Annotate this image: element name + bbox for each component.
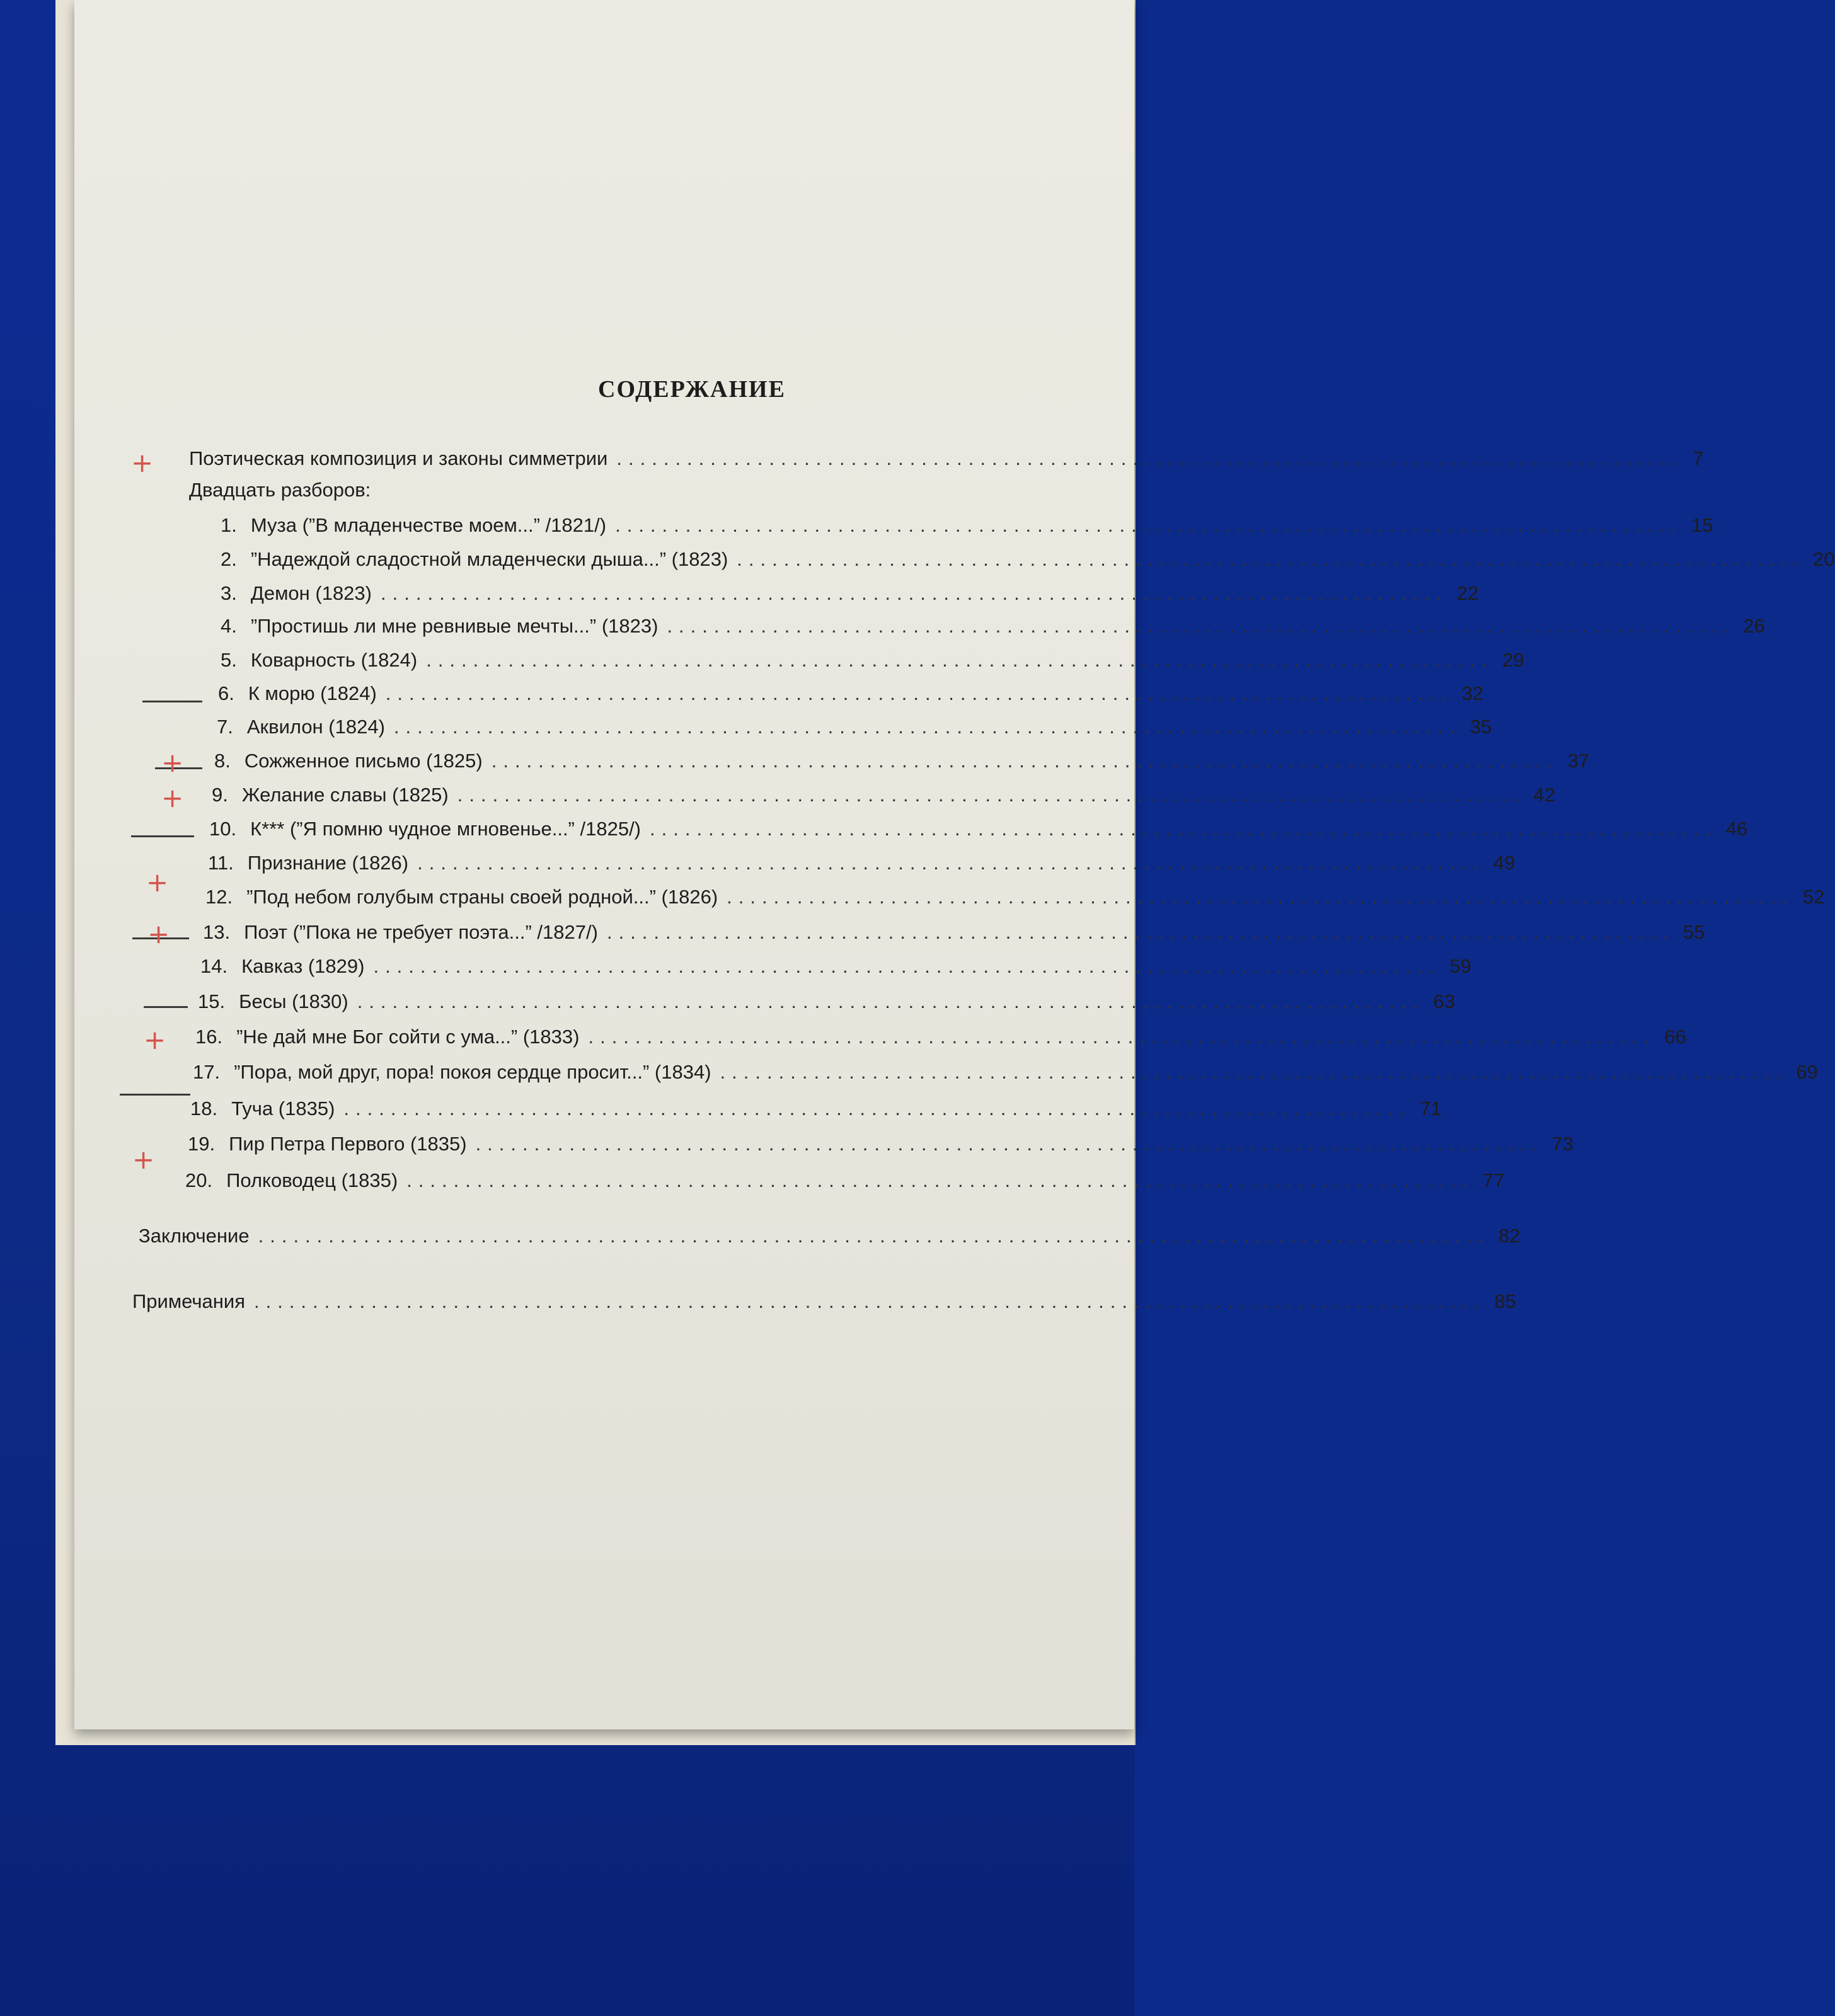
toc-entry bbox=[189, 447, 1704, 470]
toc-entry bbox=[190, 1097, 1442, 1120]
entry-page: 69 bbox=[1796, 1061, 1818, 1083]
entry-title: Поэт (”Пока не требует поэта...” /1827/) bbox=[244, 921, 598, 943]
pencil-cross-mark: + bbox=[131, 447, 154, 478]
entry-number: 17. bbox=[193, 1061, 221, 1083]
toc-entry bbox=[195, 1026, 1686, 1048]
leader-dots: ........................................................................................... bbox=[417, 852, 1485, 874]
entry-title: Демон (1823) bbox=[250, 582, 372, 604]
entry-title: Заключение bbox=[139, 1225, 250, 1247]
leader-dots: ......................................................................................................... bbox=[258, 1225, 1490, 1247]
leader-dots: ........................................................................................... bbox=[720, 1061, 1788, 1083]
toc-entry bbox=[193, 1061, 1818, 1084]
entry-title: Пир Петра Первого (1835) bbox=[229, 1133, 467, 1155]
entry-number: 4. bbox=[221, 615, 237, 637]
toc-entry bbox=[212, 784, 1555, 806]
pencil-cross-mark: + bbox=[132, 1144, 155, 1175]
entry-number: 8. bbox=[214, 750, 231, 772]
entry-number: 16. bbox=[195, 1026, 223, 1048]
entry-page: 71 bbox=[1420, 1097, 1442, 1120]
leader-dots: ........................................................................................... bbox=[491, 750, 1559, 772]
leader-dots: ........................................................................................... bbox=[381, 582, 1448, 604]
entry-page: 15 bbox=[1691, 514, 1713, 536]
entry-number: 5. bbox=[221, 649, 237, 671]
entry-page: 22 bbox=[1456, 582, 1479, 604]
entry-page: 52 bbox=[1802, 886, 1825, 908]
entry-title: Кавказ (1829) bbox=[241, 955, 365, 977]
entry-title: Признание (1826) bbox=[247, 852, 409, 874]
entry-title: Сожженное письмо (1825) bbox=[244, 750, 483, 772]
toc-entry bbox=[188, 1133, 1573, 1155]
leader-dots: ........................................................................................... bbox=[737, 548, 1805, 570]
entry-number: 6. bbox=[218, 682, 234, 704]
entry-title: ”Простишь ли мне ревнивые мечты...” (1823) bbox=[250, 615, 659, 637]
entry-title: Поэтическая композиция и законы симметрии bbox=[189, 447, 608, 469]
pencil-dash-mark bbox=[144, 1006, 188, 1008]
entry-number: 14. bbox=[200, 955, 228, 977]
pencil-dash-mark bbox=[120, 1094, 190, 1096]
entry-title: Примечания bbox=[132, 1290, 245, 1312]
entry-number: 3. bbox=[221, 582, 237, 604]
entry-number: 1. bbox=[221, 514, 237, 536]
entry-number: 20. bbox=[185, 1169, 213, 1191]
leader-dots: ........................................................................................... bbox=[406, 1169, 1474, 1191]
pencil-dash-mark bbox=[142, 701, 202, 702]
entry-number: 13. bbox=[203, 921, 231, 943]
entry-number: 9. bbox=[212, 784, 228, 806]
toc-entry bbox=[200, 955, 1471, 978]
entry-page: 55 bbox=[1683, 921, 1705, 943]
leader-dots: ........................................................................................... bbox=[373, 955, 1441, 977]
entry-page: 46 bbox=[1725, 818, 1748, 840]
entry-page: 49 bbox=[1493, 852, 1516, 874]
leader-dots: ........................................................................................... bbox=[343, 1097, 1412, 1120]
entry-page: 59 bbox=[1449, 955, 1471, 977]
toc-entry bbox=[221, 649, 1524, 672]
page-title: СОДЕРЖАНИЕ bbox=[598, 376, 786, 403]
toc-entry bbox=[218, 682, 1484, 705]
leader-dots: ........................................................................................... bbox=[606, 921, 1674, 943]
entry-number: 18. bbox=[190, 1097, 218, 1120]
toc-section-label bbox=[189, 479, 693, 501]
entry-title: Полководец (1835) bbox=[226, 1169, 398, 1191]
leader-dots: ........................................................................................... bbox=[727, 886, 1794, 908]
leader-dots: ........................................................................................... bbox=[650, 818, 1717, 840]
toc-entry bbox=[214, 750, 1589, 772]
entry-number: 10. bbox=[209, 818, 237, 840]
section-title: Двадцать разборов: bbox=[189, 479, 371, 501]
pencil-dash-mark bbox=[131, 835, 194, 837]
entry-title: Муза (”В младенчестве моем...” /1821/) bbox=[250, 514, 607, 536]
pencil-cross-mark: + bbox=[144, 1024, 166, 1055]
leader-dots: ........................................................................................... bbox=[385, 682, 1453, 704]
entry-title: К*** (”Я помню чудное мгновенье...” /1825/) bbox=[250, 818, 641, 840]
leader-dots: ........................................................................................... bbox=[616, 447, 1684, 469]
pencil-cross-mark: + bbox=[147, 919, 170, 949]
entry-page: 85 bbox=[1494, 1290, 1516, 1312]
entry-title: Коварность (1824) bbox=[250, 649, 418, 671]
leader-dots: ........................................................................................... bbox=[475, 1133, 1543, 1155]
entry-title: ”Под небом голубым страны своей родной...” (1826) bbox=[246, 886, 718, 908]
entry-title: Желание славы (1825) bbox=[241, 784, 449, 806]
leader-dots: ........................................................................................... bbox=[426, 649, 1493, 671]
entry-title: К морю (1824) bbox=[248, 682, 377, 704]
book-page bbox=[74, 0, 1835, 1729]
pencil-cross-mark: + bbox=[161, 747, 184, 778]
entry-page: 7 bbox=[1693, 447, 1704, 469]
entry-page: 20 bbox=[1813, 548, 1835, 570]
toc-entry bbox=[209, 818, 1748, 840]
leader-dots: ........................................................................................... bbox=[457, 784, 1525, 806]
leader-dots: ........................................................................................... bbox=[357, 990, 1425, 1012]
toc-entry bbox=[217, 716, 1492, 738]
entry-page: 32 bbox=[1461, 682, 1484, 704]
entry-page: 42 bbox=[1533, 784, 1555, 806]
toc-entry bbox=[139, 1225, 1521, 1247]
entry-page: 82 bbox=[1498, 1225, 1521, 1247]
toc-entry bbox=[203, 921, 1705, 944]
pencil-cross-mark: + bbox=[161, 782, 184, 813]
entry-number: 7. bbox=[217, 716, 233, 738]
toc-entry bbox=[132, 1290, 1516, 1313]
entry-title: Бесы (1830) bbox=[239, 990, 348, 1012]
leader-dots: ........................................................................................... bbox=[588, 1026, 1656, 1048]
leader-dots: ........................................................................................... bbox=[393, 716, 1461, 738]
entry-title: ”Надеждой сладостной младенчески дыша...” (1823) bbox=[250, 548, 728, 570]
entry-page: 37 bbox=[1567, 750, 1589, 772]
leader-dots: ......................................................................................................... bbox=[253, 1290, 1486, 1312]
entry-page: 35 bbox=[1470, 716, 1492, 738]
toc-entry bbox=[221, 582, 1479, 605]
toc-entry bbox=[205, 886, 1825, 908]
entry-number: 12. bbox=[205, 886, 233, 908]
entry-page: 77 bbox=[1482, 1169, 1505, 1191]
entry-title: Туча (1835) bbox=[231, 1097, 335, 1120]
entry-number: 19. bbox=[188, 1133, 216, 1155]
entry-page: 73 bbox=[1551, 1133, 1573, 1155]
entry-number: 11. bbox=[208, 852, 234, 874]
entry-title: ”Не дай мне Бог сойти с ума...” (1833) bbox=[236, 1026, 580, 1048]
toc-entry bbox=[221, 514, 1713, 537]
entry-page: 26 bbox=[1743, 615, 1765, 637]
entry-page: 63 bbox=[1433, 990, 1455, 1012]
pencil-cross-mark: + bbox=[146, 867, 169, 898]
entry-title: Аквилон (1824) bbox=[246, 716, 385, 738]
toc-entry bbox=[198, 990, 1455, 1013]
toc-entry bbox=[221, 615, 1765, 638]
entry-page: 66 bbox=[1664, 1026, 1686, 1048]
entry-title: ”Пора, мой друг, пора! покоя сердце просит...” (1834) bbox=[234, 1061, 711, 1083]
leader-dots: ........................................................................................... bbox=[615, 514, 1683, 536]
toc-entry bbox=[221, 548, 1835, 571]
entry-number: 2. bbox=[221, 548, 237, 570]
toc-entry bbox=[208, 852, 1516, 874]
entry-page: 29 bbox=[1502, 649, 1524, 671]
leader-dots: ........................................................................................... bbox=[667, 615, 1735, 637]
toc-entry bbox=[185, 1169, 1505, 1192]
entry-number: 15. bbox=[198, 990, 226, 1012]
